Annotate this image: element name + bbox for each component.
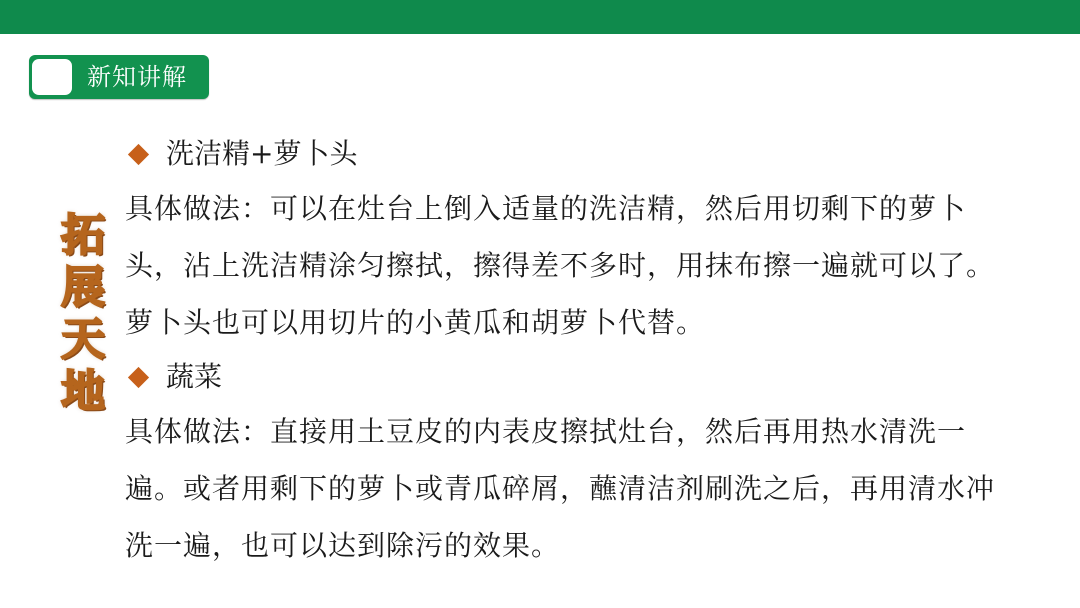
side-title-char: 展	[61, 262, 105, 313]
top-banner	[0, 0, 1080, 34]
diamond-bullet-icon	[128, 366, 149, 387]
diamond-bullet-icon	[128, 143, 149, 164]
section-tag-label: 新知讲解	[87, 63, 187, 91]
item-body: 具体做法：直接用土豆皮的内表皮擦拭灶台，然后再用热水清洗一遍。或者用剩下的萝卜或青瓜碎屑，蘸清洁剂刷洗之后，再用清水冲洗一遍，也可以达到除污的效果。	[125, 415, 996, 562]
side-title	[55, 210, 111, 418]
item-title: 洗洁精+萝卜头	[166, 137, 358, 170]
side-title-char: 天	[61, 314, 105, 365]
item-body: 具体做法：可以在灶台上倒入适量的洗洁精，然后用切剩下的萝卜头，沾上洗洁精涂匀擦拭，擦得差不多时，用抹布擦一遍就可以了。萝卜头也可以用切片的小黄瓜和胡萝卜代替。	[125, 192, 996, 339]
item-heading	[125, 351, 1015, 403]
side-title-char: 拓	[61, 210, 105, 261]
item-title: 蔬菜	[166, 360, 223, 393]
item-heading	[125, 128, 1015, 180]
section-tag	[29, 55, 209, 99]
content-area	[125, 128, 1015, 574]
checkbox-icon	[32, 59, 72, 95]
side-title-char: 地	[61, 366, 105, 417]
